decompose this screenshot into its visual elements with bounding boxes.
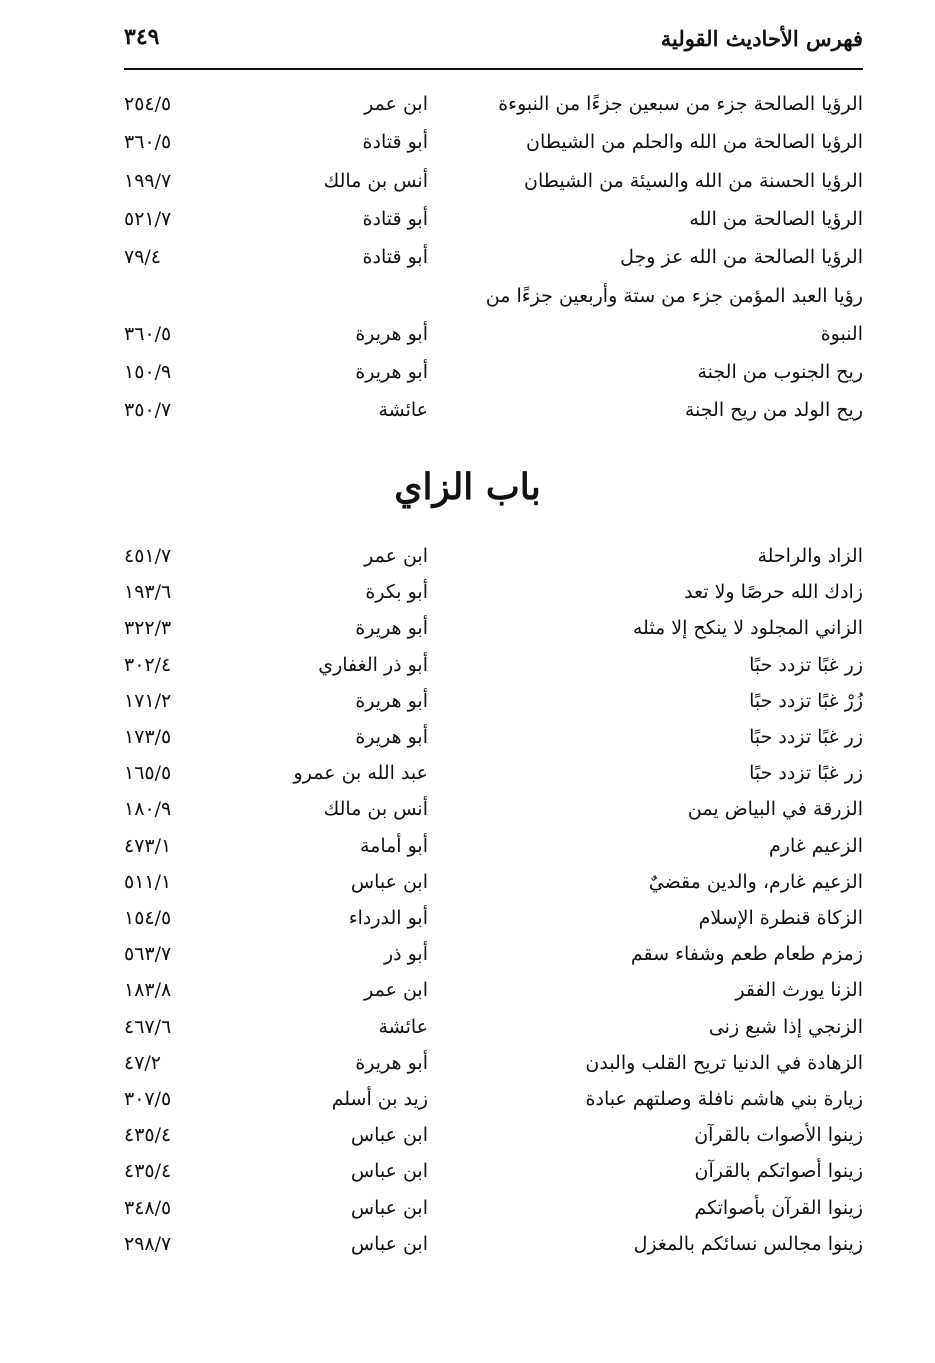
volume-page-reference: ١٨٠/٩ <box>124 798 172 821</box>
hadith-text: الرؤيا الصالحة من الله عز وجل <box>620 246 863 269</box>
narrator-name: ابن عمر <box>364 545 428 567</box>
volume-page-reference: ٢٥٤/٥ <box>124 93 172 115</box>
volume-page-reference: ٧٩/٤ <box>124 246 162 269</box>
volume-page-reference: ٥٢١/٧ <box>124 207 172 230</box>
hadith-text: زيارة بني هاشم نافلة وصلتهم عبادة <box>585 1088 863 1110</box>
volume-page-reference: ٣٦٠/٥ <box>124 322 172 345</box>
volume-page-reference: ٣٢٢/٣ <box>124 617 172 640</box>
volume-page-reference: ٢٩٨/٧ <box>124 1232 172 1255</box>
running-header-title: فهرس الأحاديث القولية <box>660 26 863 51</box>
volume-page-reference: ١٥٠/٩ <box>124 361 172 384</box>
narrator-name: عائشة <box>378 1015 428 1038</box>
narrator-name: أبو قتادة <box>362 131 428 154</box>
table-row <box>124 1047 863 1079</box>
table-row <box>124 165 863 197</box>
table-row <box>124 241 863 273</box>
hadith-text: الزاد والراحلة <box>757 545 863 567</box>
hadith-text: الرؤيا الصالحة من الله والحلم من الشيطان <box>526 131 863 154</box>
table-row <box>124 830 863 862</box>
table-row <box>124 356 863 388</box>
narrator-name: أبو ذر <box>383 943 428 966</box>
table-row <box>124 203 863 235</box>
table-row <box>124 974 863 1006</box>
table-row <box>124 685 863 717</box>
volume-page-reference: ١٥٤/٥ <box>124 907 172 929</box>
hadith-text: الزهادة في الدنيا تريح القلب والبدن <box>585 1051 863 1074</box>
table-row <box>124 576 863 608</box>
volume-page-reference: ١٩٩/٧ <box>124 169 172 192</box>
table-row <box>124 866 863 898</box>
hadith-text: زينوا أصواتكم بالقرآن <box>694 1160 863 1183</box>
table-row <box>124 318 863 350</box>
table-row <box>124 394 863 426</box>
volume-page-reference: ٤٧٣/١ <box>124 834 172 857</box>
table-row <box>124 612 863 644</box>
volume-page-reference: ١٨٣/٨ <box>124 979 172 1002</box>
narrator-name: أبو قتادة <box>362 207 428 230</box>
hadith-text: الزنجي إذا شبع زنى <box>708 1015 863 1038</box>
section-title: باب الزاي <box>394 466 541 508</box>
narrator-name: أبو هريرة <box>355 617 428 640</box>
narrator-name: ابن عباس <box>350 870 428 893</box>
page-number: ٣٤٩ <box>124 24 160 50</box>
volume-page-reference: ٥١١/١ <box>124 870 172 893</box>
narrator-name: ابن عباس <box>350 1124 428 1147</box>
narrator-name: ابن عباس <box>350 1160 428 1183</box>
volume-page-reference: ٤٧/٢ <box>124 1051 162 1074</box>
hadith-text: الرؤيا الصالحة من الله <box>689 207 863 230</box>
hadith-text: زمزم طعام طعم وشفاء سقم <box>630 943 863 966</box>
table-row <box>124 1011 863 1043</box>
narrator-name: ابن عباس <box>350 1196 428 1219</box>
hadith-text: الرؤيا الصالحة جزء من سبعين جزءًا من النبوءة <box>498 93 863 115</box>
narrator-name: ابن عباس <box>350 1232 428 1255</box>
table-row <box>124 902 863 934</box>
hadith-text: زينوا مجالس نسائكم بالمغزل <box>633 1232 863 1255</box>
narrator-name: أبو هريرة <box>355 689 428 712</box>
table-row <box>124 1119 863 1151</box>
narrator-name: أبو هريرة <box>355 361 428 384</box>
table-row <box>124 793 863 825</box>
narrator-name: أبو الدرداء <box>348 907 428 929</box>
narrator-name: أبو قتادة <box>362 246 428 269</box>
table-row <box>124 721 863 753</box>
table-row <box>124 540 863 572</box>
narrator-name: أنس بن مالك <box>323 798 428 821</box>
table-row <box>124 1228 863 1260</box>
table-row <box>124 1192 863 1224</box>
hadith-text: زر غبًا تزدد حبًا <box>749 653 863 676</box>
hadith-text: الزاني المجلود لا ينكح إلا مثله <box>632 617 863 640</box>
header-rule <box>124 68 863 70</box>
hadith-text: النبوة <box>820 322 863 345</box>
hadith-text: ريح الجنوب من الجنة <box>697 361 863 384</box>
narrator-name: ابن عمر <box>364 93 428 115</box>
volume-page-reference: ٥٦٣/٧ <box>124 943 172 966</box>
volume-page-reference: ١٧١/٢ <box>124 689 172 712</box>
volume-page-reference: ٤٣٥/٤ <box>124 1124 172 1147</box>
volume-page-reference: ٣٦٠/٥ <box>124 131 172 154</box>
hadith-text: الزعيم غارم <box>769 834 863 857</box>
volume-page-reference: ٣٠٧/٥ <box>124 1088 172 1110</box>
table-row <box>124 280 863 312</box>
narrator-name: أبو هريرة <box>355 322 428 345</box>
narrator-name: عبد الله بن عمرو <box>293 762 428 785</box>
narrator-name: أبو بكرة <box>365 581 428 604</box>
hadith-text: رؤيا العبد المؤمن جزء من ستة وأربعين جزءًا من <box>485 284 863 307</box>
narrator-name: أبو هريرة <box>355 1051 428 1074</box>
hadith-text: الزنا يورث الفقر <box>735 979 863 1002</box>
table-row <box>124 757 863 789</box>
table-row <box>124 126 863 158</box>
hadith-text: زادك الله حرصًا ولا تعد <box>684 581 863 604</box>
narrator-name: زيد بن أسلم <box>331 1088 428 1110</box>
volume-page-reference: ٤٦٧/٦ <box>124 1015 172 1038</box>
narrator-name: أبو ذر الغفاري <box>318 653 428 676</box>
volume-page-reference: ١٧٣/٥ <box>124 726 172 748</box>
hadith-text: زُرْ غبًا تزدد حبًا <box>749 689 863 712</box>
table-row <box>124 938 863 970</box>
hadith-text: الزرقة في البياض يمن <box>687 798 863 821</box>
table-row <box>124 1083 863 1115</box>
volume-page-reference: ٣٥٠/٧ <box>124 399 172 422</box>
hadith-text: الزعيم غارم، والدين مقضيٌ <box>648 870 863 893</box>
volume-page-reference: ٤٣٥/٤ <box>124 1160 172 1183</box>
volume-page-reference: ٣٠٢/٤ <box>124 653 172 676</box>
narrator-name: أنس بن مالك <box>323 169 428 192</box>
hadith-text: زر غبًا تزدد حبًا <box>749 762 863 785</box>
table-row <box>124 1155 863 1187</box>
volume-page-reference: ١٦٥/٥ <box>124 762 172 785</box>
narrator-name: عائشة <box>378 399 428 422</box>
hadith-text: الزكاة قنطرة الإسلام <box>698 907 863 929</box>
volume-page-reference: ٤٥١/٧ <box>124 545 172 567</box>
narrator-name: أبو هريرة <box>355 726 428 748</box>
narrator-name: ابن عمر <box>364 979 428 1002</box>
narrator-name: أبو أمامة <box>359 834 428 857</box>
volume-page-reference: ٣٤٨/٥ <box>124 1196 172 1219</box>
hadith-text: ريح الولد من ريح الجنة <box>684 399 863 422</box>
table-row <box>124 649 863 681</box>
hadith-text: زينوا الأصوات بالقرآن <box>694 1124 863 1147</box>
hadith-text: زينوا القرآن بأصواتكم <box>694 1196 863 1219</box>
hadith-text: الرؤيا الحسنة من الله والسيئة من الشيطان <box>524 169 863 192</box>
hadith-text: زر غبًا تزدد حبًا <box>749 726 863 748</box>
table-row <box>124 88 863 120</box>
volume-page-reference: ١٩٣/٦ <box>124 581 172 604</box>
